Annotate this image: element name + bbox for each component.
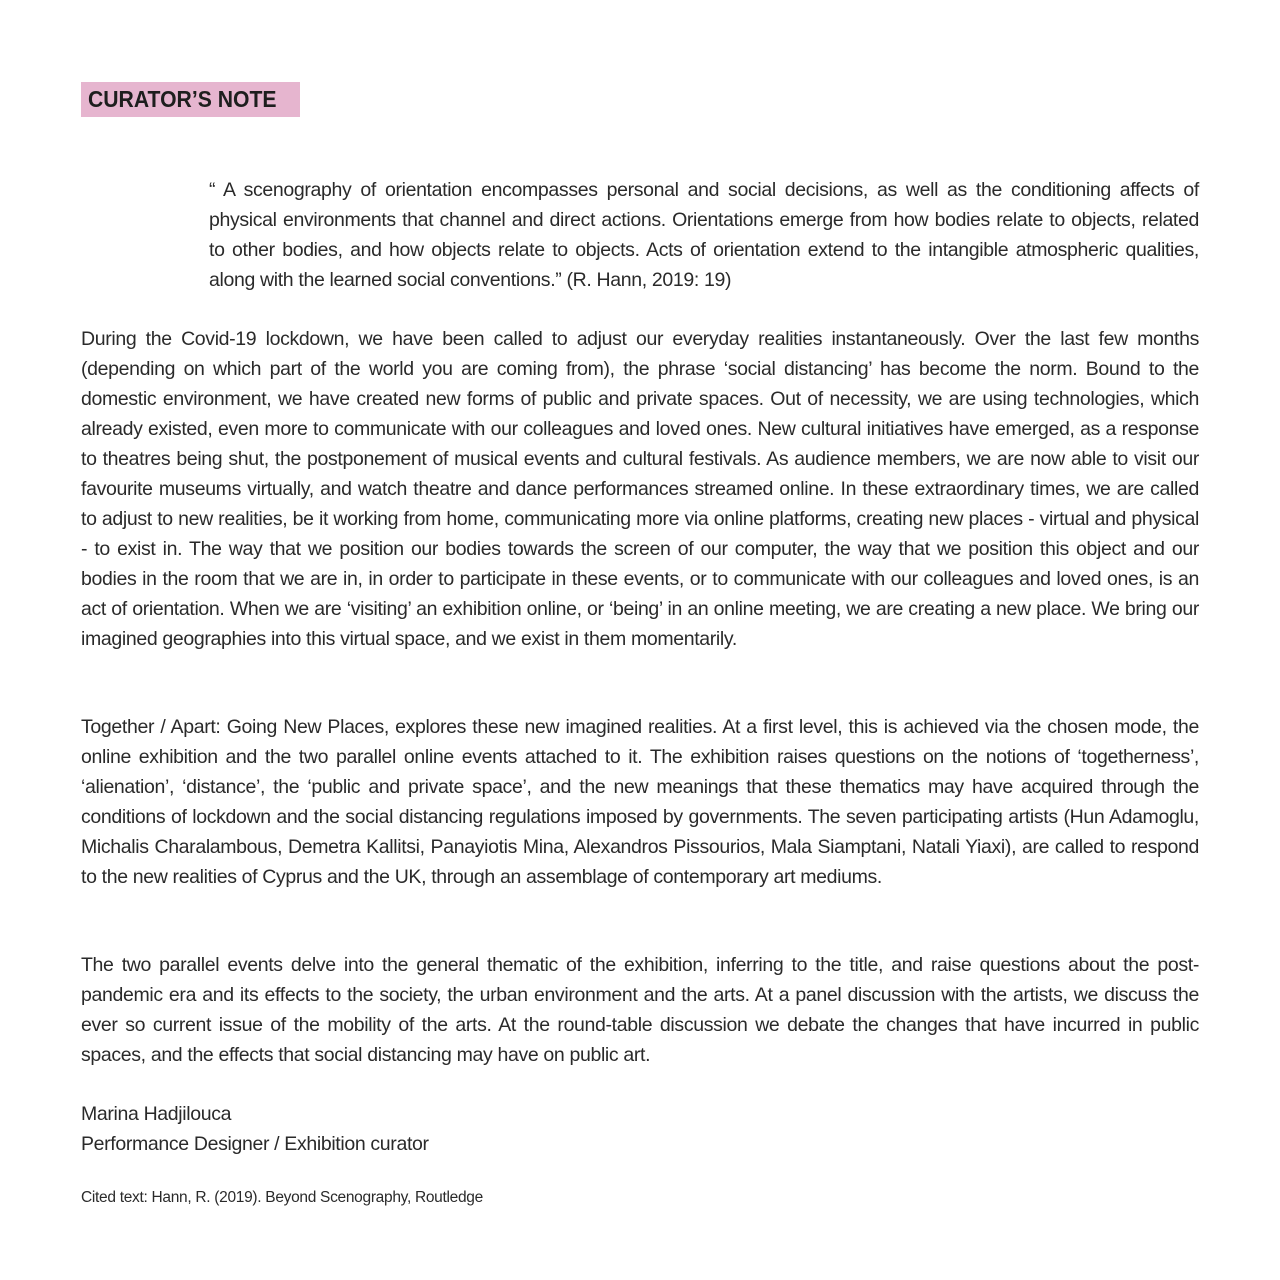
epigraph-quote: “ A scenography of orientation encompasses personal and social decisions, as well as the conditioning affects of physical environments that channel and direct actions. Orientations emerge from how bodies relate to objects, related to other bodies, and how objects relate to objects. Acts of orientation extend to the intangible atmospheric qualities, along with the learned social conventions.” (R. Hann, 2019: 19) (209, 179, 1199, 291)
author-role: Performance Designer / Exhibition curator (81, 1133, 429, 1155)
body-paragraph-1: During the Covid-19 lockdown, we have been called to adjust our everyday realities instantaneously. Over the last few months (depending on which part of the world you are coming from), the phrase ‘social distancing’ has become the norm. Bound to the domestic environment, we have created new forms of public and private spaces. Out of necessity, we are using technologies, which already existed, even more to communicate with our colleagues and loved ones. New cultural initiatives have emerged, as a response to theatres being shut, the postponement of musical events and cultural festivals. As audience members, we are now able to visit our favourite museums virtually, and watch theatre and dance performances streamed online. In these extraordinary times, we are called to adjust to new realities, be it working from home, communicating more via online platforms, creating new places - virtual and physical - to exist in. The way that we position our bodies towards the screen of our computer, the way that we position this object and our bodies in the room that we are in, in order to participate in these events, or to communicate with our colleagues and loved ones, is an act of orientation. When we are ‘visiting’ an exhibition online, or ‘being’ in an online meeting, we are creating a new place. We bring our imagined geographies into this virtual space, and we exist in them momentarily. (81, 328, 1199, 650)
signature-block (81, 1099, 429, 1159)
citation-note: Cited text: Hann, R. (2019). Beyond Scenography, Routledge (81, 1189, 483, 1206)
body-paragraph-2: Together / Apart: Going New Places, explores these new imagined realities. At a first level, this is achieved via the chosen mode, the online exhibition and the two parallel online events attached to it. The exhibition raises questions on the notions of ‘togetherness’, ‘alienation’, ‘distance’, the ‘public and private space’, and the new meanings that these thematics may have acquired through the conditions of lockdown and the social distancing regulations imposed by governments. The seven participating artists (Hun Adamoglu, Michalis Charalambous, Demetra Kallitsi, Panayiotis Mina, Alexandros Pissourios, Mala Siamptani, Natali Yiaxi), are called to respond to the new realities of Cyprus and the UK, through an assemblage of contemporary art mediums. (81, 716, 1199, 888)
body-paragraph-3: The two parallel events delve into the general thematic of the exhibition, inferring to the title, and raise questions about the post-pandemic era and its effects to the society, the urban environment and the arts. At a panel discussion with the artists, we discuss the ever so current issue of the mobility of the arts. At the round-table discussion we debate the changes that have incurred in public spaces, and the effects that social distancing may have on public art. (81, 954, 1199, 1066)
author-name: Marina Hadjilouca (81, 1103, 232, 1125)
section-heading: CURATOR’S NOTE (88, 86, 277, 112)
section-heading-badge (81, 82, 300, 117)
